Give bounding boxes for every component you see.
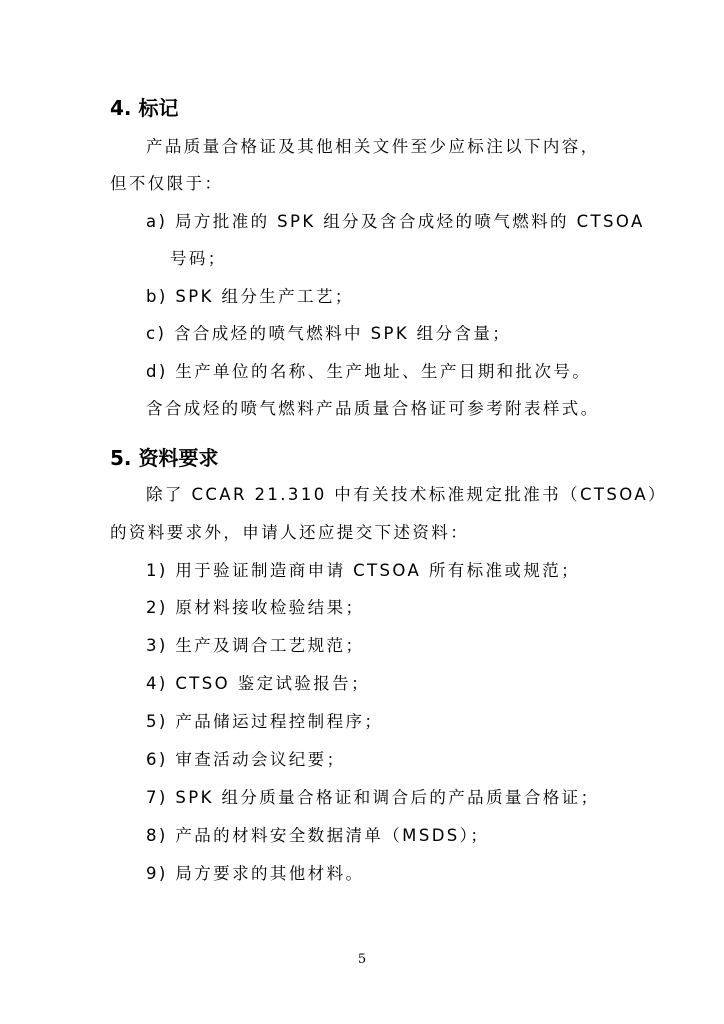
section-4-intro-line-1: 产品质量合格证及其他相关文件至少应标注以下内容， [146,137,600,156]
section-5-item-4: 4) CTSO 鉴定试验报告； [146,674,370,693]
page-number: 5 [357,952,367,967]
section-5-intro-line-1: 除了 CCAR 21.310 中有关技术标准规定批准书（CTSOA） [146,485,667,504]
section-5-item-5: 5) 产品储运过程控制程序； [146,712,384,731]
section-4-item-d: d) 生产单位的名称、生产地址、生产日期和批次号。 [146,362,592,381]
section-5-item-6: 6) 审查活动会议纪要； [146,750,346,769]
section-5-item-9: 9) 局方要求的其他材料。 [146,864,365,883]
section-5-item-1: 1) 用于验证制造商申请 CTSOA 所有标准或规范； [146,561,581,580]
section-5-item-2: 2) 原材料接收检验结果； [146,598,365,617]
section-5-intro-line-2: 的资料要求外，申请人还应提交下述资料： [110,523,470,542]
section-4-item-b: b) SPK 组分生产工艺； [146,287,354,306]
section-5-heading: 5. 资料要求 [110,446,219,470]
section-4-item-c: c) 含合成烃的喷气燃料中 SPK 组分含量； [146,324,512,343]
section-4-item-a: a) 局方批准的 SPK 组分及含合成烃的喷气燃料的 CTSOA [146,212,645,231]
section-4-heading: 4. 标记 [110,96,179,120]
section-4-closing: 含合成烃的喷气燃料产品质量合格证可参考附表样式。 [146,399,600,418]
section-5-item-7: 7) SPK 组分质量合格证和调合后的产品质量合格证； [146,788,600,807]
section-4-intro-line-2: 但不仅限于： [110,174,224,193]
section-4-item-a-continuation: 号码； [170,249,227,268]
section-5-item-3: 3) 生产及调合工艺规范； [146,636,365,655]
section-5-item-8: 8) 产品的材料安全数据清单（MSDS）； [146,826,490,845]
